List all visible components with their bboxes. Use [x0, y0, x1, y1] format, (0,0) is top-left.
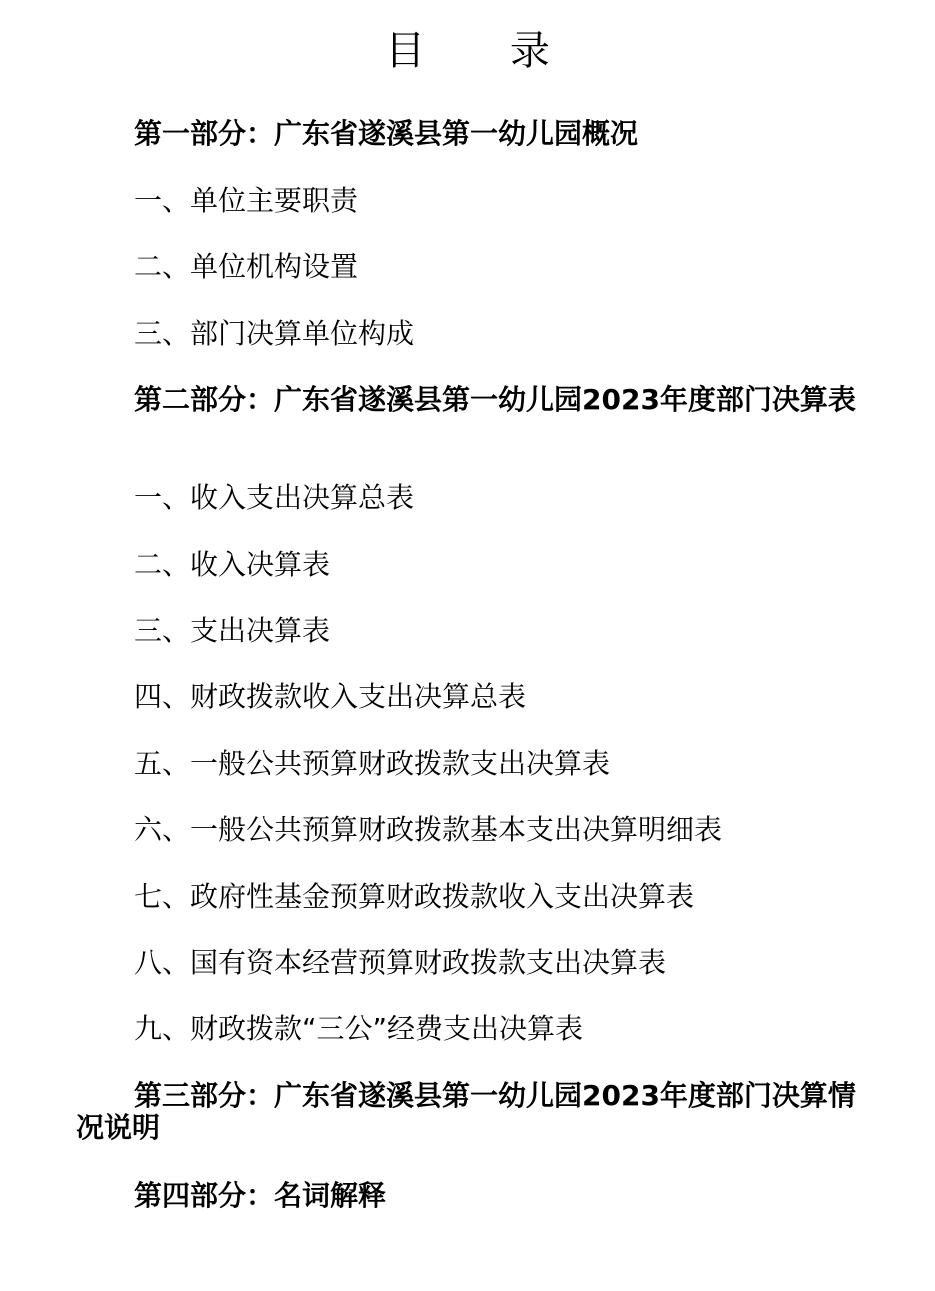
page-title: 目 录: [385, 28, 586, 74]
toc-part-2-heading[interactable]: 第二部分：广东省遂溪县第一幼儿园2023年度部门决算表: [134, 383, 856, 416]
toc-item-2-1[interactable]: 一、收入支出决算总表: [134, 481, 415, 514]
toc-item-2-5[interactable]: 五、一般公共预算财政拨款支出决算表: [134, 747, 611, 780]
toc-item-1-1[interactable]: 一、单位主要职责: [134, 184, 359, 217]
toc-item-1-3[interactable]: 三、部门决算单位构成: [134, 317, 415, 350]
toc-item-2-8[interactable]: 八、国有资本经营预算财政拨款支出决算表: [134, 946, 667, 979]
toc-item-2-4[interactable]: 四、财政拨款收入支出决算总表: [134, 680, 527, 713]
toc-item-2-3[interactable]: 三、支出决算表: [134, 614, 331, 647]
toc-part-1-heading[interactable]: 第一部分：广东省遂溪县第一幼儿园概况: [134, 117, 639, 150]
toc-item-2-6[interactable]: 六、一般公共预算财政拨款基本支出决算明细表: [134, 813, 723, 846]
toc-part-4-heading[interactable]: 第四部分：名词解释: [134, 1179, 387, 1212]
toc-item-1-2[interactable]: 二、单位机构设置: [134, 250, 359, 283]
toc-item-2-7[interactable]: 七、政府性基金预算财政拨款收入支出决算表: [134, 880, 695, 913]
toc-part-3-heading[interactable]: 第三部分：广东省遂溪县第一幼儿园2023年度部门决算情况说明: [76, 1079, 856, 1144]
toc-item-2-2[interactable]: 二、收入决算表: [134, 548, 331, 581]
toc-item-2-9[interactable]: 九、财政拨款“三公”经费支出决算表: [134, 1012, 584, 1045]
